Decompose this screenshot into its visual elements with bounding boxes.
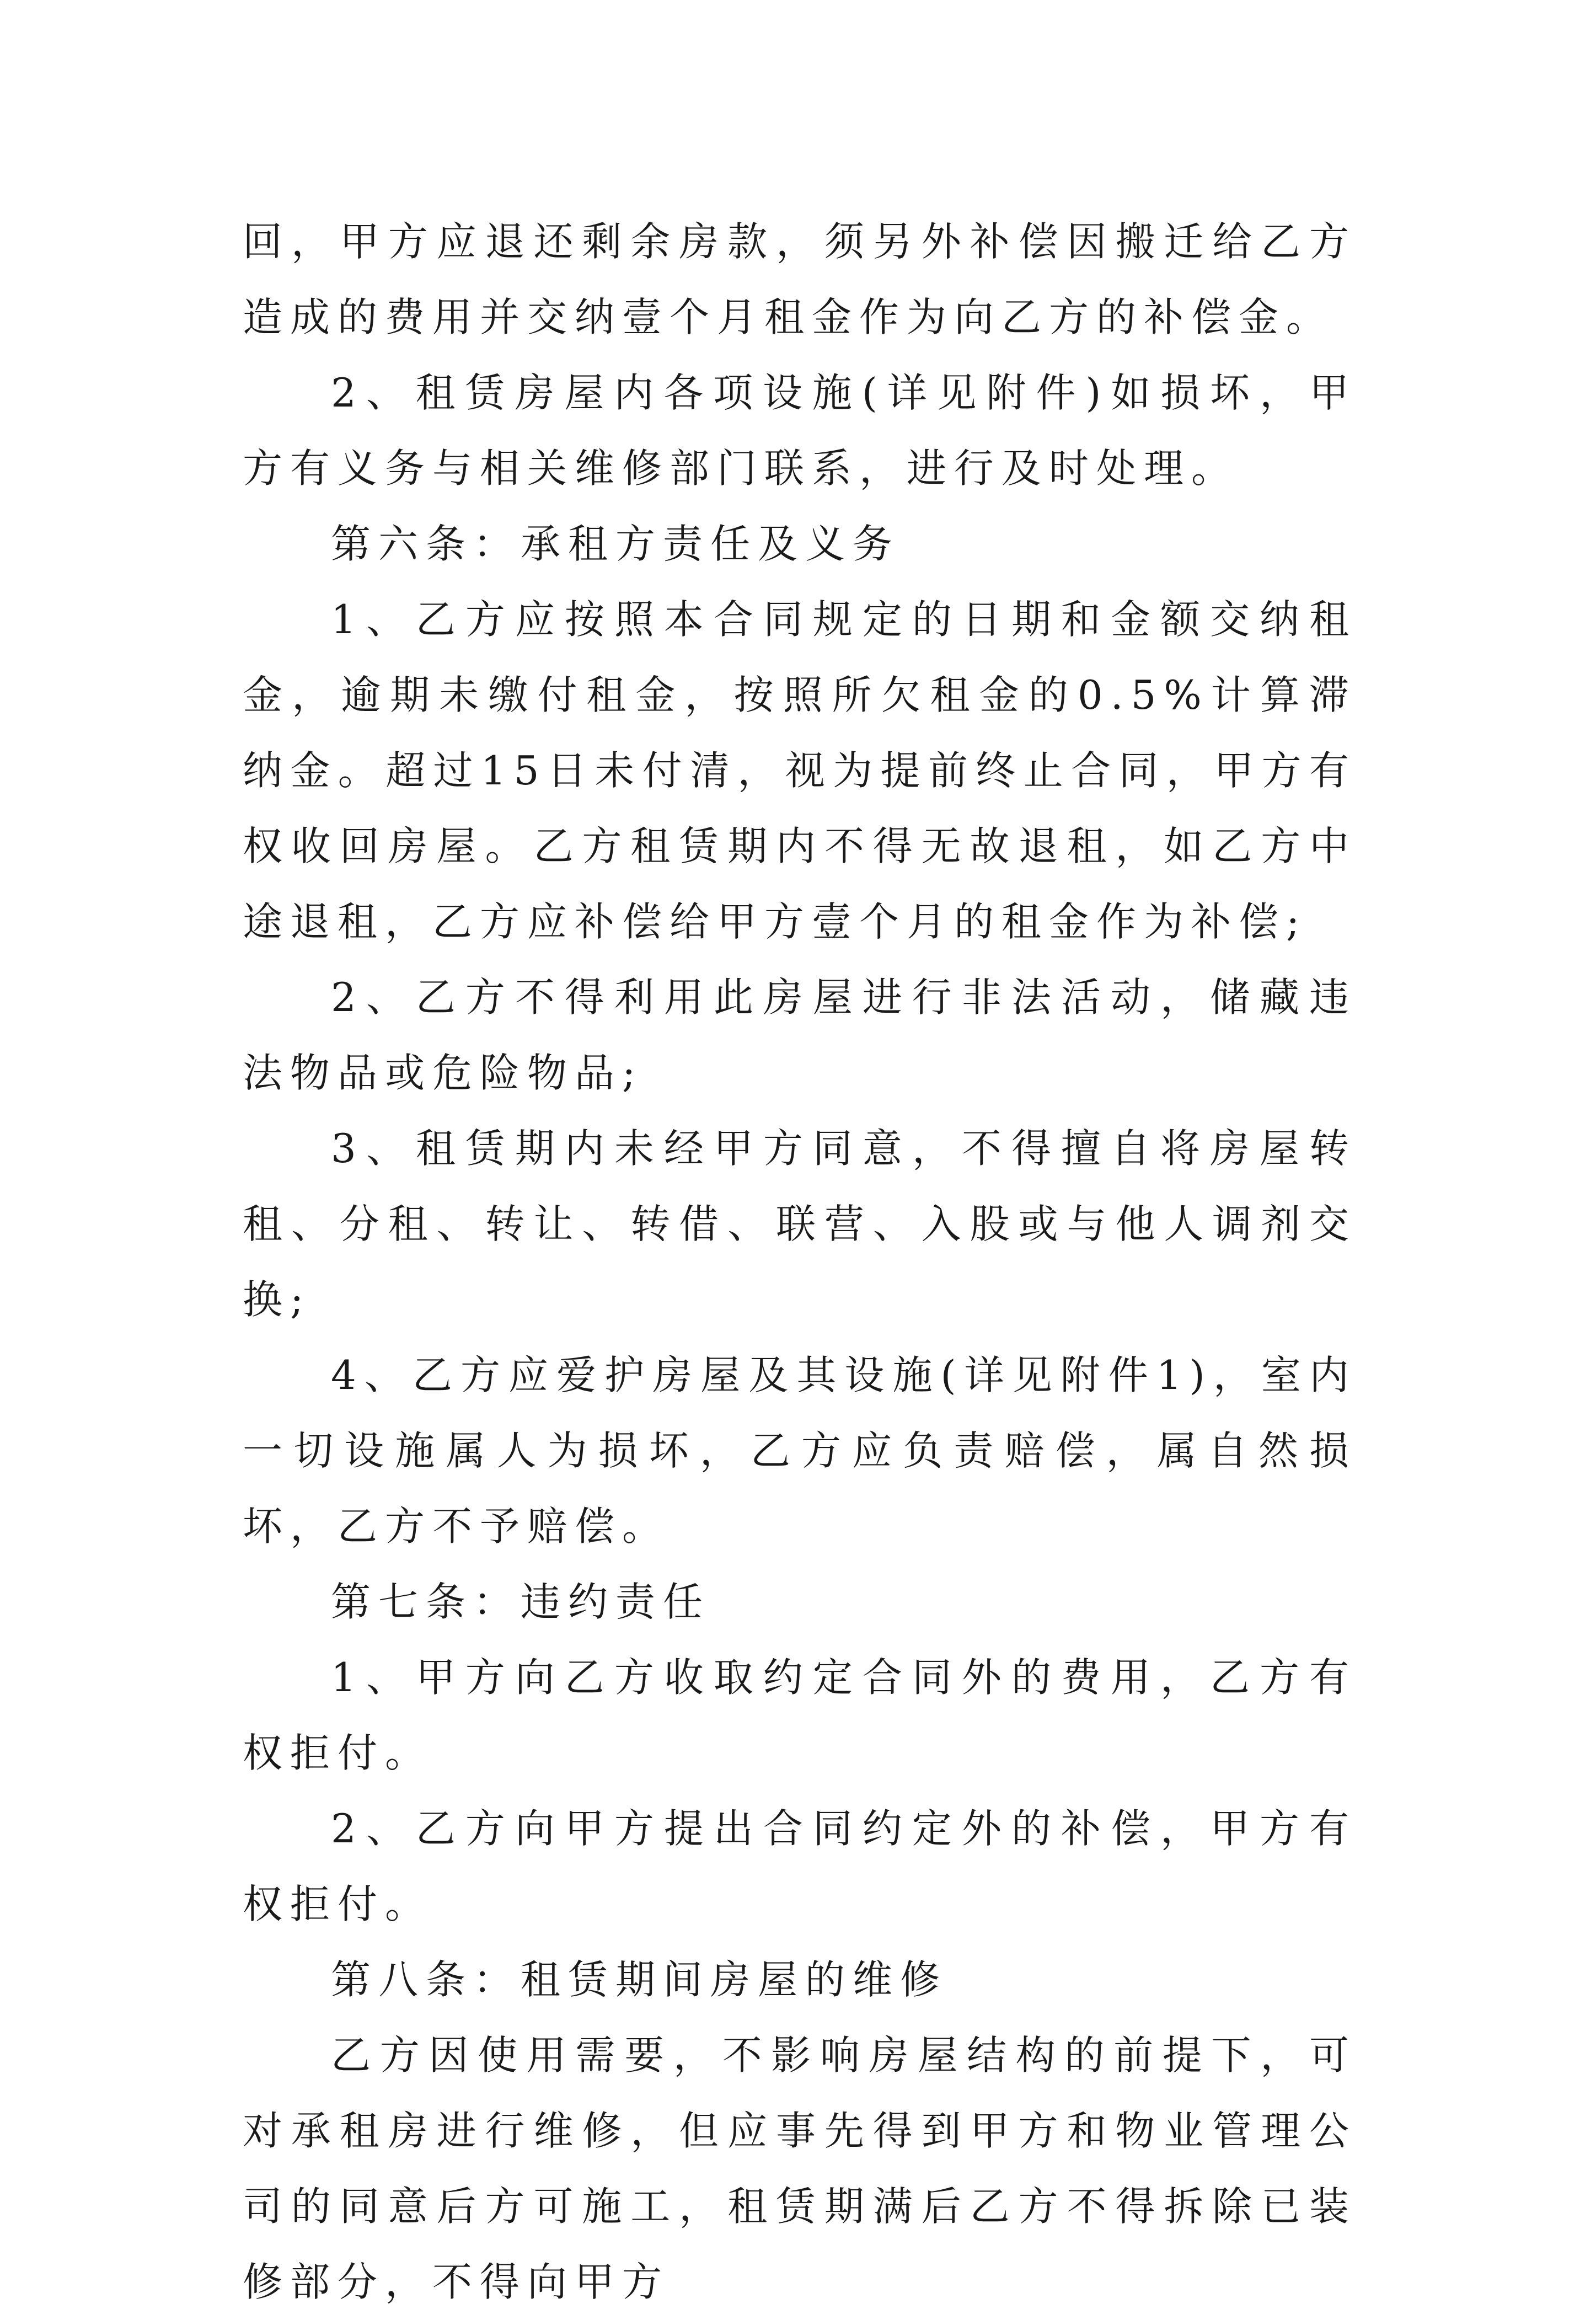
document-body <box>243 204 1357 2320</box>
heading-article-7: 第七条：违约责任 <box>331 1579 711 1625</box>
paragraph-renovation: 乙方因使用需要，不影响房屋结构的前提下，可对承租房进行维修，但应事先得到甲方和物业管理公司的同意后方可施工，租赁期满后乙方不得拆除已装修部分，不得向甲方 <box>243 2032 1357 2305</box>
paragraph-rent-payment: 1、乙方应按照本合同规定的日期和金额交纳租金，逾期未缴付租金，按照所欠租金的0.5%计算滞纳金。超过15日未付清，视为提前终止合同，甲方有权收回房屋。乙方租赁期内不得无故退租，如乙方中途退租，乙方应补偿给甲方壹个月的租金作为补偿; <box>243 596 1357 945</box>
paragraph-illegal-activity: 2、乙方不得利用此房屋进行非法活动，储藏违法物品或危险物品; <box>243 974 1357 1096</box>
paragraph-property-care: 4、乙方应爱护房屋及其设施(详见附件1)，室内一切设施属人为损坏，乙方应负责赔偿，属自然损坏，乙方不予赔偿。 <box>243 1352 1357 1549</box>
paragraph-facility-repair: 2、租赁房屋内各项设施(详见附件)如损坏，甲方有义务与相关维修部门联系，进行及时处理。 <box>243 370 1357 491</box>
paragraph-extra-compensation: 2、乙方向甲方提出合同约定外的补偿，甲方有权拒付。 <box>243 1805 1357 1927</box>
paragraph-sublease: 3、租赁期内未经甲方同意，不得擅自将房屋转租、分租、转让、转借、联营、入股或与他人调剂交换; <box>243 1125 1357 1323</box>
heading-article-8: 第八条：租赁期间房屋的维修 <box>331 1957 948 2003</box>
paragraph-continuation: 回，甲方应退还剩余房款，须另外补偿因搬迁给乙方造成的费用并交纳壹个月租金作为向乙方的补偿金。 <box>243 218 1357 340</box>
heading-article-6: 第六条：承租方责任及义务 <box>331 521 901 567</box>
paragraph-extra-fees: 1、甲方向乙方收取约定合同外的费用，乙方有权拒付。 <box>243 1654 1357 1776</box>
